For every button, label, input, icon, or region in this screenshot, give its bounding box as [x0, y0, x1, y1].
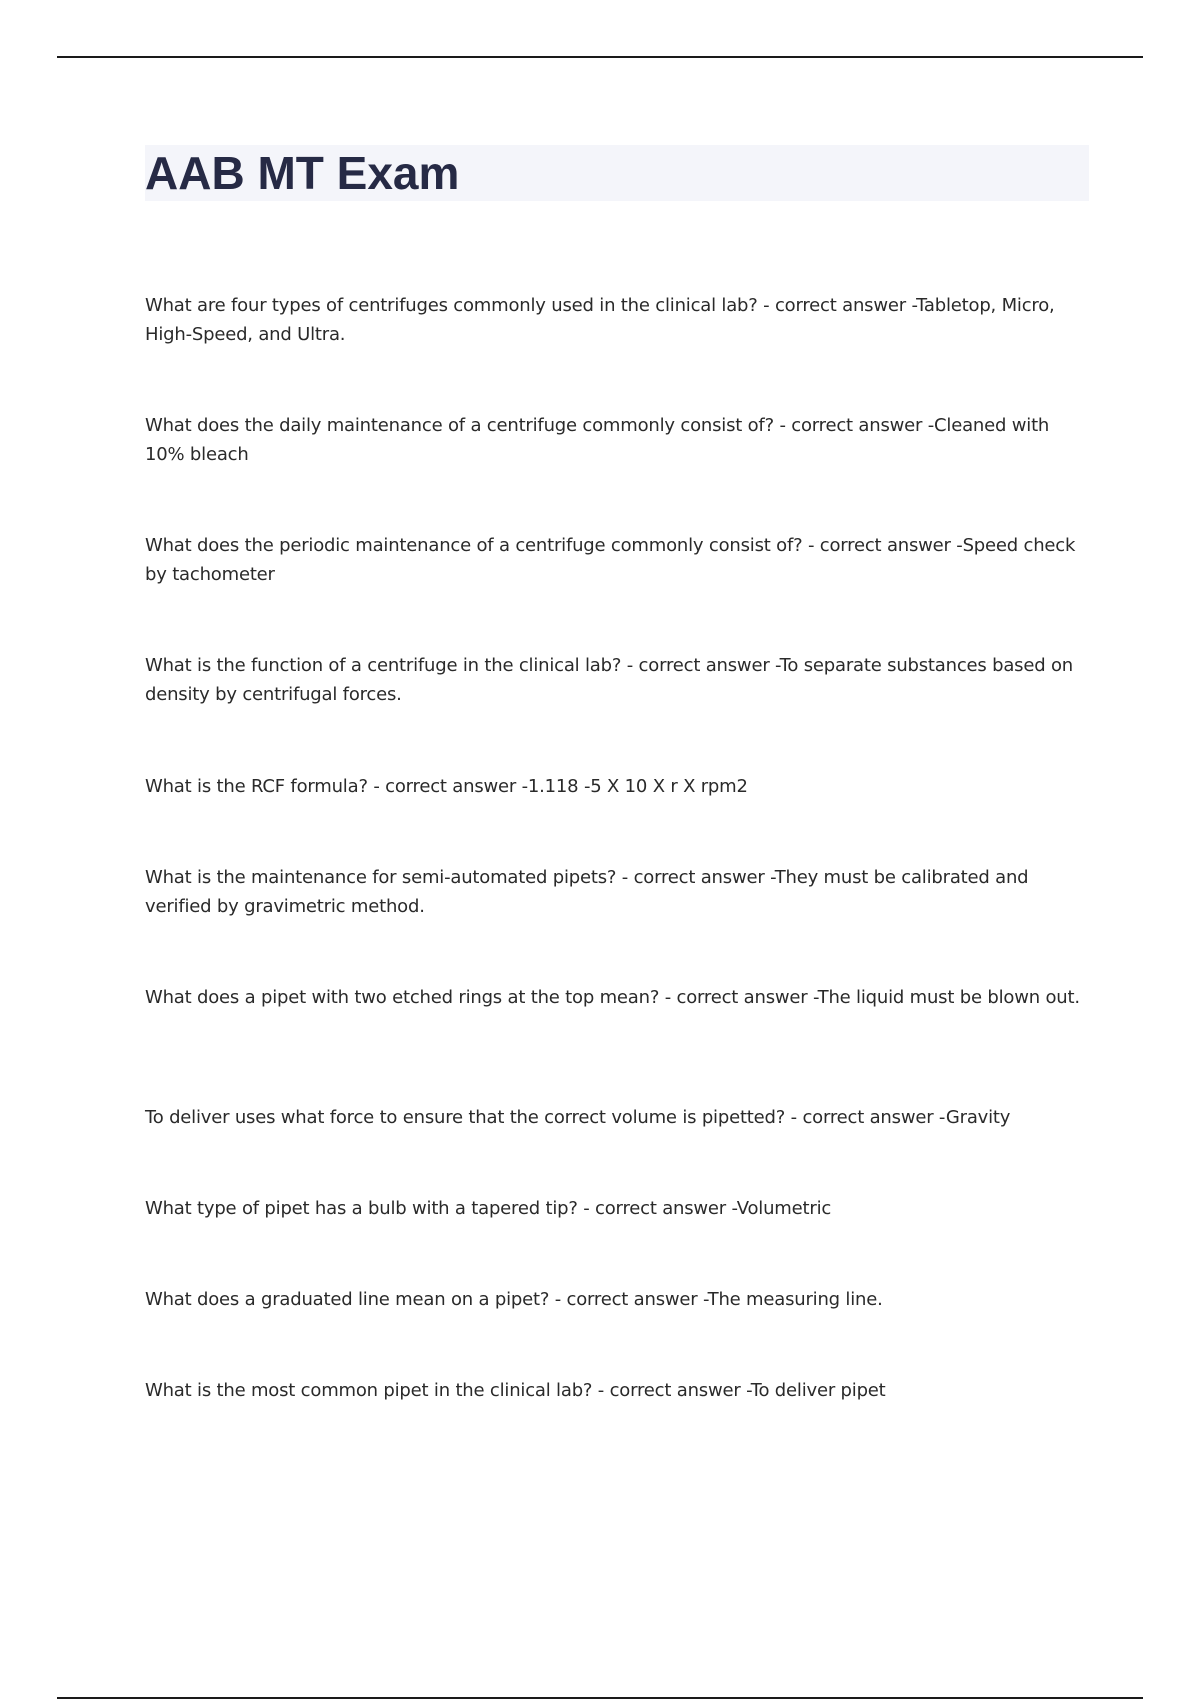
bottom-divider — [57, 1697, 1143, 1699]
title-band — [145, 145, 1089, 201]
qa-entry-7: What does a pipet with two etched rings at the top mean? - correct answer -The liquid must be blown out. — [145, 987, 1080, 1008]
qa-entry-6: What is the maintenance for semi-automated pipets? - correct answer -They must be calibrated and verified by gravimetric method. — [145, 867, 1029, 917]
qa-entry-8: To deliver uses what force to ensure that the correct volume is pipetted? - correct answer -Gravity — [145, 1107, 1011, 1128]
qa-entry-1: What are four types of centrifuges commonly used in the clinical lab? - correct answer -Tabletop, Micro, High-Speed, and Ultra. — [145, 295, 1055, 345]
qa-entry-10: What does a graduated line mean on a pipet? - correct answer -The measuring line. — [145, 1289, 883, 1310]
qa-entry-11: What is the most common pipet in the clinical lab? - correct answer -To deliver pipet — [145, 1380, 886, 1401]
document-title: AAB MT Exam — [145, 147, 460, 199]
qa-entry-4: What is the function of a centrifuge in the clinical lab? - correct answer -To separate substances based on density by centrifugal forces. — [145, 655, 1073, 705]
qa-entry-5: What is the RCF formula? - correct answer -1.118 -5 X 10 X r X rpm2 — [145, 776, 748, 797]
qa-entry-2: What does the daily maintenance of a centrifuge commonly consist of? - correct answer -Cleaned with 10% bleach — [145, 415, 1050, 465]
qa-entry-9: What type of pipet has a bulb with a tapered tip? - correct answer -Volumetric — [145, 1198, 832, 1219]
top-divider — [57, 56, 1143, 58]
qa-entry-3: What does the periodic maintenance of a centrifuge commonly consist of? - correct answer -Speed check by tachometer — [145, 535, 1076, 585]
